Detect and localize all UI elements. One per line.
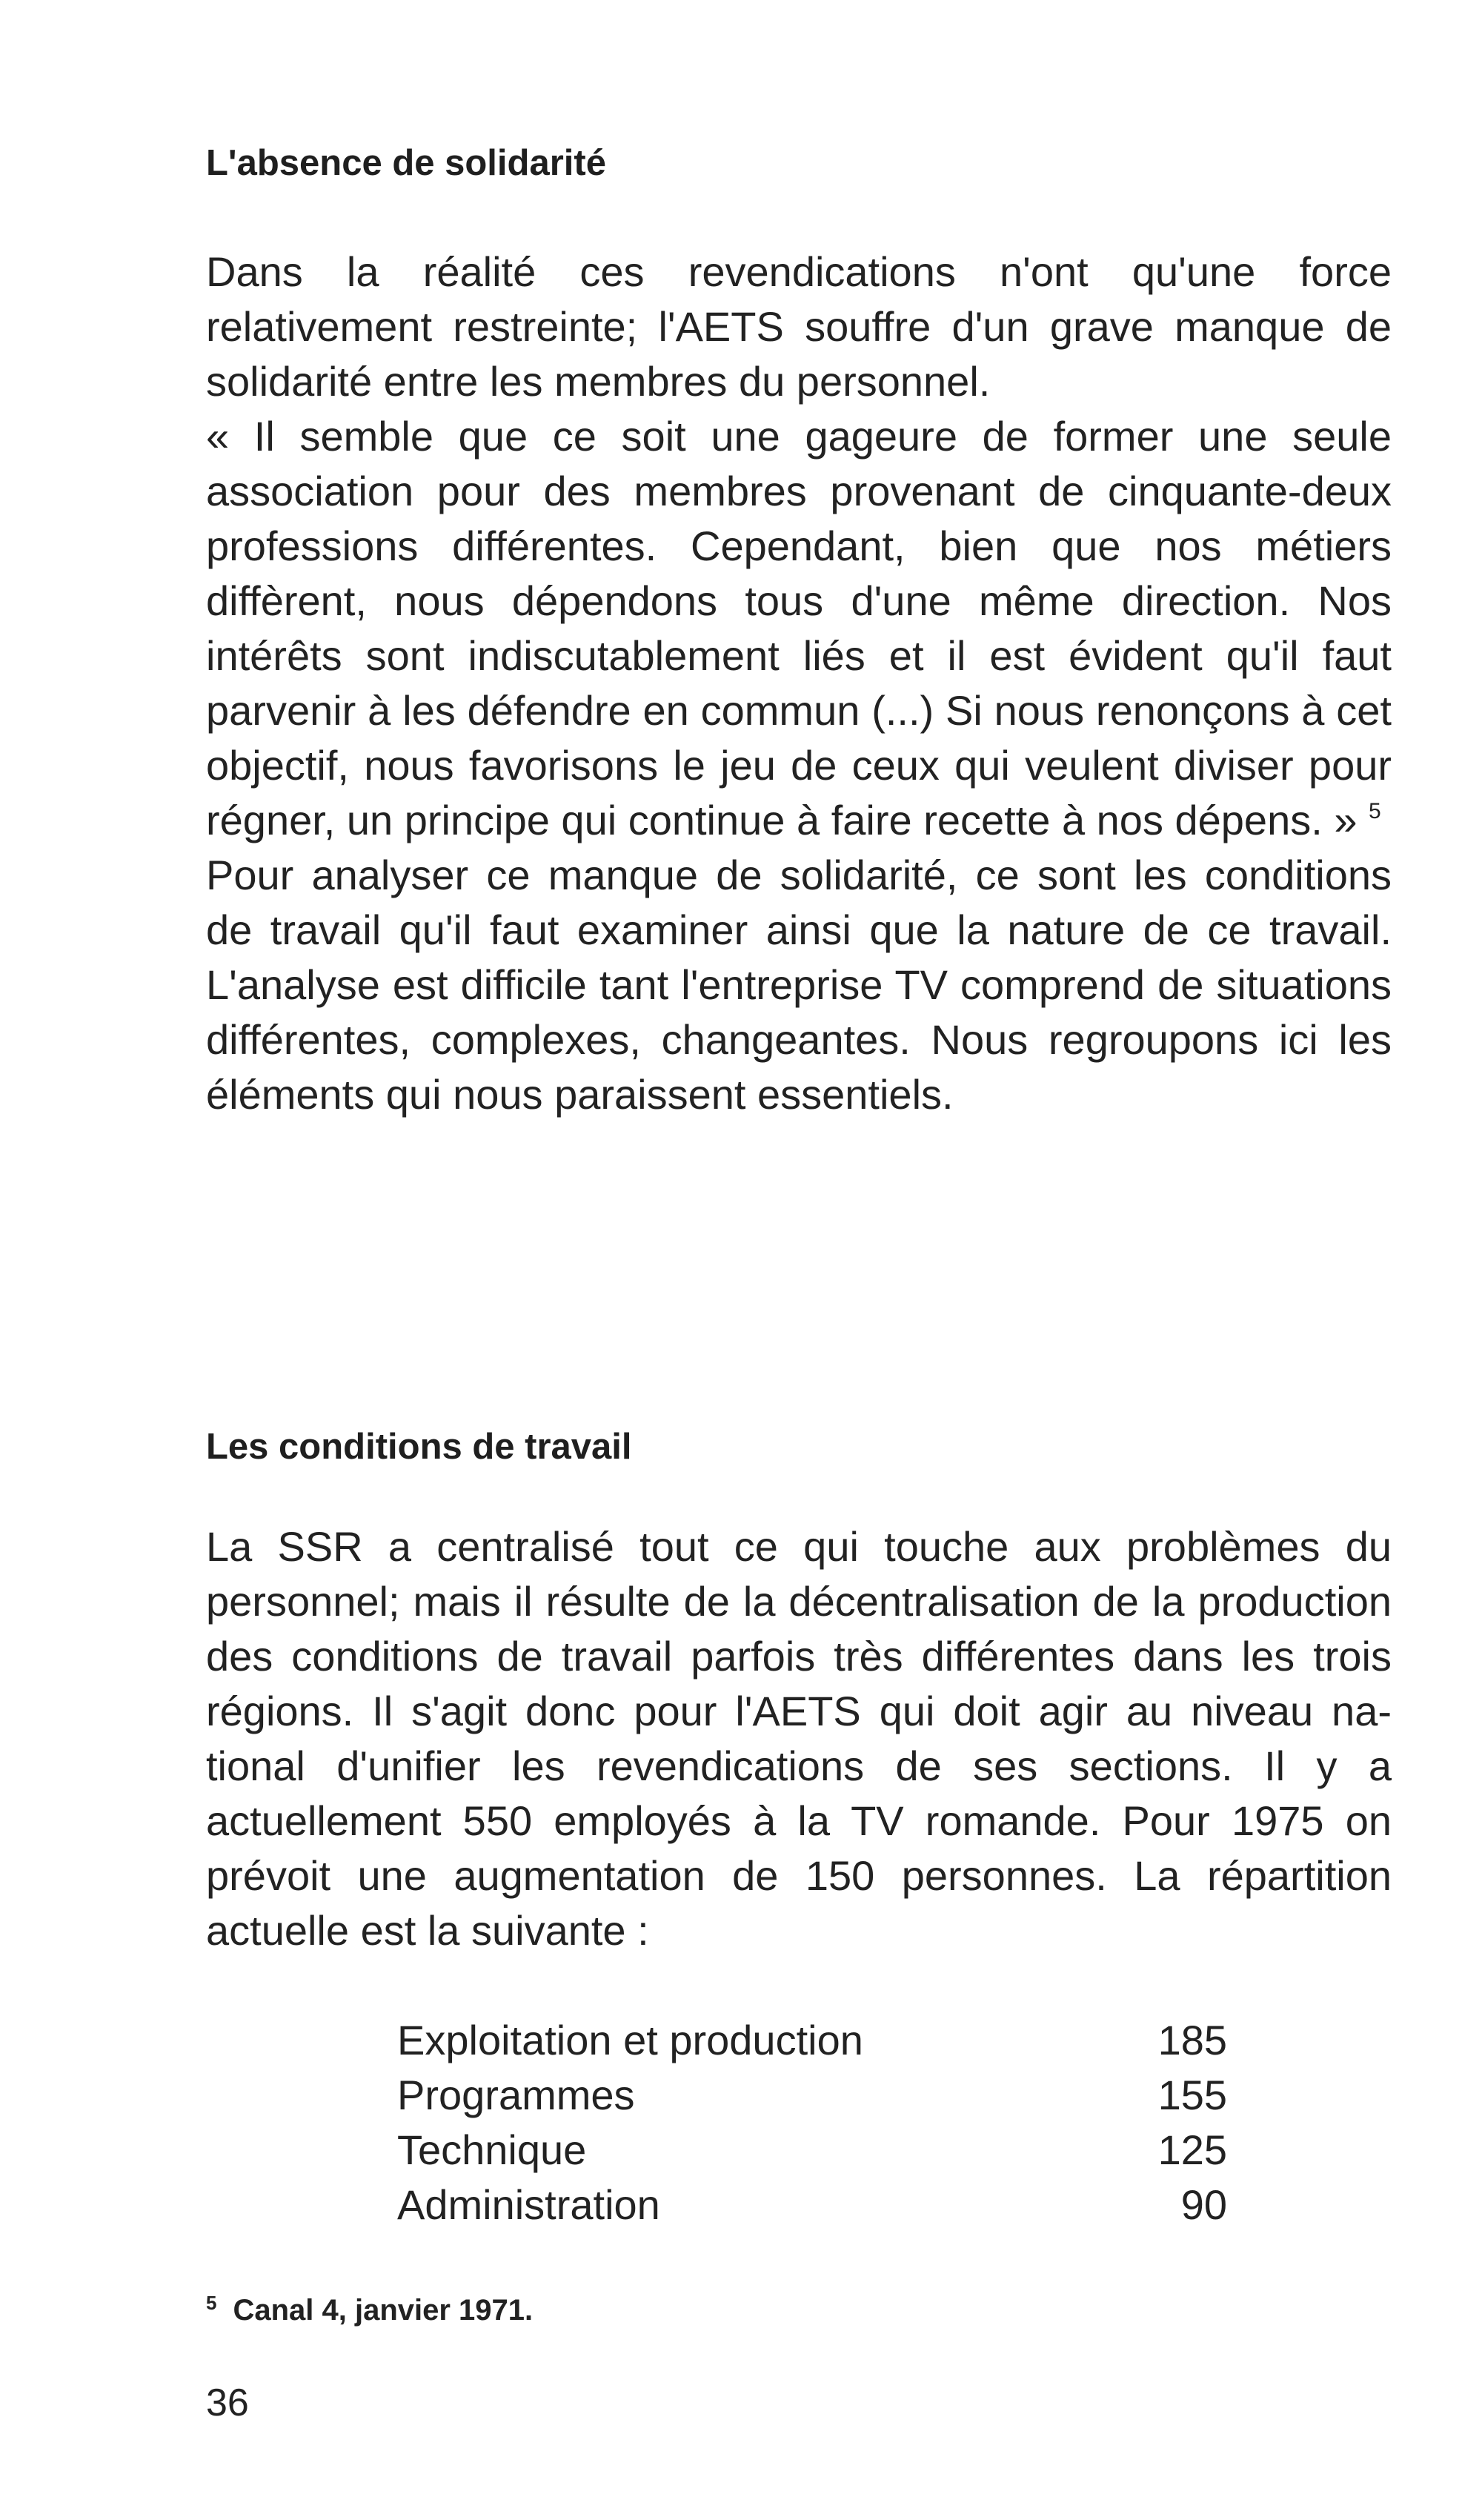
table-row [397, 2013, 1227, 2068]
staff-count: 185 [1157, 2017, 1227, 2063]
department-name: Exploitation et production [397, 2017, 863, 2063]
staff-count: 125 [1157, 2126, 1227, 2173]
paragraph-revendications: Dans la réalité ces revendications n'ont qu'une force relativement restreinte; l'AETS souffre d'un grave manque de solidarité entre les membres du personnel. [206, 248, 1392, 405]
footnote-marker: 5 [206, 2292, 217, 2314]
book-page [206, 0, 1392, 2520]
section-heading-absence-solidarite: L'absence de solidarité [206, 143, 606, 183]
section-body-conditions-travail [206, 1519, 1392, 1958]
department-name: Technique [397, 2126, 587, 2173]
staff-count: 90 [1180, 2181, 1227, 2228]
footnote-reference: 5 [1369, 799, 1381, 823]
table-row [397, 2178, 1227, 2232]
department-name: Administration [397, 2181, 660, 2228]
quote-paragraph [206, 409, 1392, 848]
section-heading-conditions-travail: Les conditions de travail [206, 1427, 632, 1467]
footnote-text: Canal 4, janvier 1971. [233, 2294, 534, 2327]
page-number: 36 [206, 2381, 249, 2424]
footnote [206, 2290, 533, 2330]
section-body-absence-solidarite [206, 245, 1392, 1122]
quote-text: « Il semble que ce soit une gageure de former une seule association pour des membres provenant de cinquante-deux professions différentes. Cependant, bien que nos métiers diffèrent, nous dépendons tous d'une même direction. Nos intérêts sont indiscutablement liés et il est évident qu'il faut parvenir à les défendre en commun (...) Si nous renonçons à cet objectif, nous favorisons le jeu de ceux qui veulent diviser pour régner, un principe qui continue à faire recette à nos dépens. » [206, 413, 1392, 843]
staff-count: 155 [1157, 2072, 1227, 2118]
staff-distribution-table [397, 2013, 1227, 2232]
table-row [397, 2123, 1227, 2178]
paragraph-ssr: La SSR a centralisé tout ce qui touche aux problèmes du personnel; mais il résulte de la décentralisation de la production des conditions de travail parfois très différentes dans les trois régions. Il s'agit donc pour l'AETS qui doit agir au niveau national d'unifier les revendications de ses sections. Il y a actuellement 550 employés à la TV romande. Pour 1975 on prévoit une augmentation de 150 personnes. La répartition actuelle est la suivante : [206, 1523, 1392, 1954]
paragraph-analyse: Pour analyser ce manque de solidarité, ce sont les conditions de travail qu'il faut examiner ainsi que la nature de ce travail. L'analyse est difficile tant l'entreprise TV comprend de situations différentes, complexes, changeantes. Nous regroupons ici les éléments qui nous paraissent essentiels. [206, 852, 1392, 1118]
table-row [397, 2068, 1227, 2123]
department-name: Programmes [397, 2072, 635, 2118]
